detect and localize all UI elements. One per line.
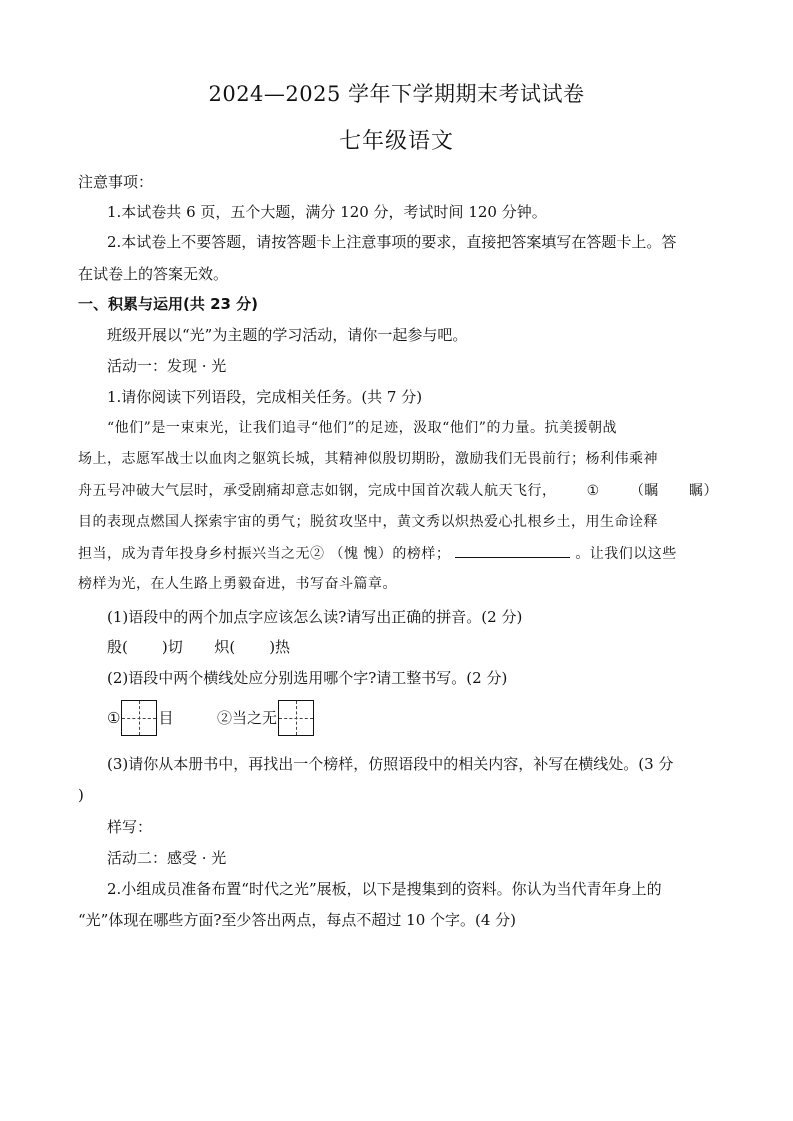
- notice-item-2-line-1: 2.本试卷上不要答题，请按答题卡上注意事项的要求，直接把答案填写在答题卡上。答: [107, 233, 677, 251]
- passage-line-3: [78, 481, 718, 501]
- box-after-1: 目: [158, 709, 174, 727]
- sub-question-3-line-2: ): [78, 786, 84, 804]
- writing-grid-box-2: [278, 700, 314, 736]
- blank-marker-1: ①: [586, 483, 600, 499]
- writing-grid-box-1: [121, 700, 157, 736]
- sample-label: 样写：: [107, 818, 153, 836]
- passage-line-5-text: 担当，成为青年投身乡村振兴当之无②: [78, 546, 325, 562]
- passage-line-4: 目的表现点燃国人探索宇宙的勇气；脱贫攻坚中，黄文秀以炽热爱心扎根乡土，用生命诠释: [78, 514, 658, 530]
- section-heading: 一、积累与运用(共 23 分): [78, 295, 259, 313]
- char-option-1a: （瞩: [629, 483, 659, 499]
- section-intro: 班级开展以“光”为主题的学习活动，请你一起参与吧。: [107, 326, 468, 344]
- exam-subtitle: 七年级语文: [338, 129, 454, 154]
- box-label-2: ②当之无: [217, 709, 278, 727]
- question-1: 1.请你阅读下列语段，完成相关任务。(共 7 分): [107, 388, 423, 406]
- pinyin-char-1: 殷: [107, 638, 123, 656]
- passage-line-5: [78, 543, 718, 564]
- char-option-1b: 瞩）: [688, 483, 718, 499]
- passage-line-1: “他们”是一束束光，让我们追寻“他们”的足迹，汲取“他们”的力量。抗美援朝战: [107, 420, 617, 436]
- sub-question-1: (1)语段中的两个加点字应该怎么读?请写出正确的拼音。(2 分): [107, 608, 523, 626]
- pinyin-answers: 殷( )切 炽( )热: [107, 638, 291, 656]
- answer-blank-line: [455, 543, 570, 558]
- question-2-line-2: “光”体现在哪些方面?至少答出两点，每点不超过 10 个字。(4 分): [78, 911, 517, 929]
- box-label-1: ①: [107, 709, 121, 727]
- question-2-line-1: 2.小组成员准备布置“时代之光”展板，以下是搜集到的资料。你认为当代青年身上的: [107, 880, 662, 898]
- activity-1-heading: 活动一：发现 · 光: [107, 357, 227, 375]
- exam-title: 2024—2025 学年下学期期末考试试卷: [208, 82, 585, 106]
- char-options-2: （愧 愧）的榜样；: [329, 546, 451, 562]
- writing-boxes: [107, 700, 315, 736]
- passage-line-2: 场上，志愿军战士以血肉之躯筑长城，其精神似殷切期盼，激励我们无畏前行；杨利伟乘神: [78, 451, 658, 467]
- pinyin-char-2-after: 热: [275, 638, 291, 656]
- passage-line-6: 榜样为光，在人生路上勇毅奋进，书写奋斗篇章。: [78, 576, 397, 592]
- activity-2-heading: 活动二：感受 · 光: [107, 849, 227, 867]
- pinyin-char-1-after: 切: [167, 638, 183, 656]
- notice-heading: 注意事项：: [78, 173, 154, 191]
- passage-line-3-text: 舟五号冲破大气层时，承受剧痛却意志如钢，完成中国首次载人航天飞行，: [78, 483, 557, 499]
- sub-question-3-line-1: (3)请你从本册书中，再找出一个榜样，仿照语段中的相关内容，补写在横线处。(3 分: [107, 755, 674, 773]
- passage-line-5-end: 。让我们以这些: [575, 546, 677, 562]
- notice-item-2-line-2: 在试卷上的答案无效。: [78, 265, 229, 283]
- notice-item-1: 1.本试卷共 6 页，五个大题，满分 120 分，考试时间 120 分钟。: [107, 203, 547, 221]
- pinyin-char-2: 炽: [214, 638, 230, 656]
- sub-question-2: (2)语段中两个横线处应分别选用哪个字?请工整书写。(2 分): [107, 669, 508, 687]
